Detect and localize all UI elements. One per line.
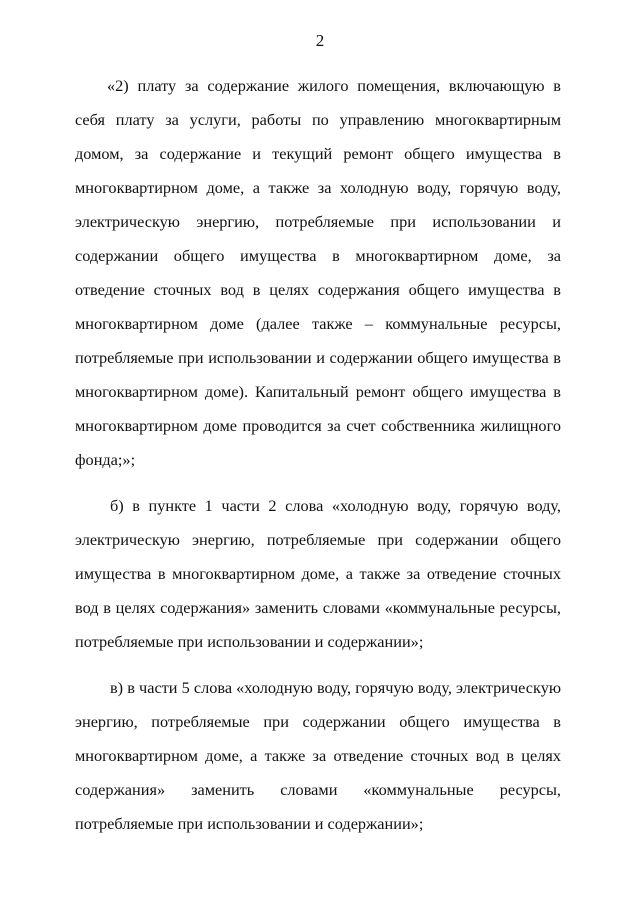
paragraph-subitem-b: б) в пункте 1 части 2 слова «холодную воду, горячую воду, электрическую энергию, потребляемые при содержании общего имущества в многоквартирном доме, а также за отведение сточных вод в целях содержания» заменить словами «коммунальные ресурсы, потребляемые при использовании и содержании»;	[75, 496, 561, 651]
document-body	[75, 69, 561, 853]
paragraph-subitem-v: в) в части 5 слова «холодную воду, горячую воду, электрическую энергию, потребляемые при содержании общего имущества в многоквартирном доме, а также за отведение сточных вод в целях содержания» заменить словами «коммунальные ресурсы, потребляемые при использовании и содержании»;	[75, 678, 561, 833]
page-number: 2	[315, 31, 325, 50]
paragraph-item-2: «2) плату за содержание жилого помещения, включающую в себя плату за услуги, работы по управлению многоквартирным домом, за содержание и текущий ремонт общего имущества в многоквартирном доме, а также за холодную воду, горячую воду, электрическую энергию, потребляемые при использовании и содержании общего имущества в многоквартирном доме, за отведение сточных вод в целях содержания общего имущества в многоквартирном доме (далее также – коммунальные ресурсы, потребляемые при использовании и содержании общего имущества в многоквартирном доме). Капитальный ремонт общего имущества в многоквартирном доме проводится за счет собственника жилищного фонда;»;	[75, 76, 561, 469]
